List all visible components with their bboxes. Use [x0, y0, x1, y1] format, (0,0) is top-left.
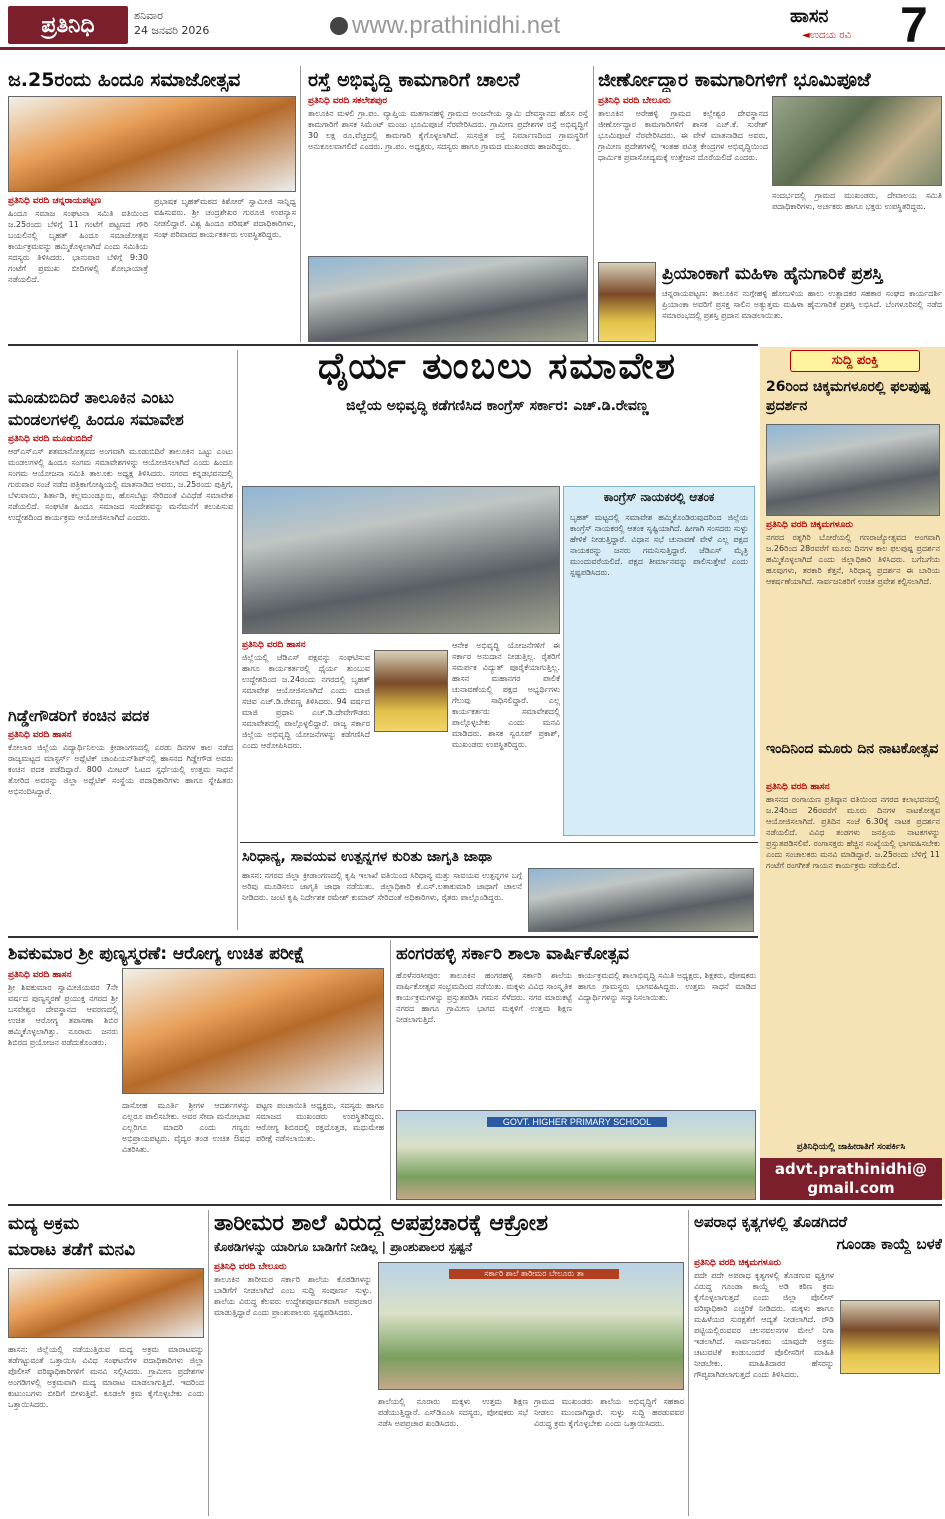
photo-a3	[772, 96, 942, 186]
headline-a8[interactable]: ಸಿರಿಧಾನ್ಯ, ಸಾವಯವ ಉತ್ಪನ್ನಗಳ ಕುರಿತು ಜಾಗೃತಿ ಜಾಥಾ	[242, 849, 493, 865]
body-a12-right: ಗ್ರಾಮದ ಮುಖಂಡರು ಶಾಲೆಯ ಅಭಿವೃದ್ಧಿಗೆ ಸಹಕಾರ ನೀಡಲು ಮುಂದಾಗಿದ್ದಾರೆ. ಸುಳ್ಳು ಸುದ್ದಿ ಹರಡುವವರ ವಿರುದ್ಧ ಕ್ರಮ ಕೈಗೊಳ್ಳಬೇಕು ಎಂದು ಒತ್ತಾಯಿಸಿದರು.	[534, 1397, 684, 1428]
body-s1: ನಗರದ ರತ್ನಗಿರಿ ಬೋರೆಯಲ್ಲಿ ಗಣರಾಜ್ಯೋತ್ಸವದ ಅಂಗವಾಗಿ ಜ.26ರಿಂದ 28ರವರೆಗೆ ಮೂರು ದಿನಗಳ ಕಾಲ ಫಲಪುಷ್ಪ ಪ್ರದರ್ಶನ ಹಮ್ಮಿಕೊಳ್ಳಲಾಗಿದೆ ಎಂದು ಜಿಲ್ಲಾಧಿಕಾರಿ ತಿಳಿಸಿದರು. ಬಗೆಬಗೆಯ ಹೂವುಗಳು, ತರಕಾರಿ ಕೆತ್ತನೆ, ಸಿರಿಧಾನ್ಯ ಪ್ರದರ್ಶನ ಈ ಬಾರಿಯ ಆಕರ್ಷಣೆಯಾಗಿದೆ. ಸಾರ್ವಜನಿಕರಿಗೆ ಉಚಿತ ಪ್ರವೇಶ ಕಲ್ಪಿಸಲಾಗಿದೆ.	[766, 533, 940, 586]
section-rule	[8, 1204, 942, 1206]
photo-a9	[122, 968, 384, 1094]
column-divider	[237, 350, 238, 930]
page-number: 7	[900, 0, 928, 53]
photo-a4	[598, 262, 656, 342]
body-a9-left: ಶ್ರೀ ಶಿವಕುಮಾರ ಸ್ವಾಮೀಜಿಯವರ 7ನೇ ವರ್ಷದ ಪುಣ್ಯಸ್ಮರಣೆ ಪ್ರಯುಕ್ತ ನಗರದ ಶ್ರೀ ಬಸವೇಶ್ವರ ದೇವಸ್ಥಾನದ ಆವರಣದಲ್ಲಿ ಉಚಿತ ಆರೋಗ್ಯ ತಪಾಸಣಾ ಶಿಬಿರ ಹಮ್ಮಿಕೊಳ್ಳಲಾಗಿತ್ತು. ನೂರಾರು ಜನರು ಶಿಬಿರದ ಪ್ರಯೋಜನ ಪಡೆದುಕೊಂಡರು.	[8, 983, 118, 1047]
photo-a10	[396, 1110, 756, 1200]
body-s2: ಹಾಸನದ ರಂಗಾಯಣ ಪ್ರತಿಷ್ಠಾನ ವತಿಯಿಂದ ನಗರದ ಕಲಾಭವನದಲ್ಲಿ ಜ.24ರಿಂದ 26ರವರೆಗೆ ಮೂರು ದಿನಗಳ ನಾಟಕೋತ್ಸವ ಆಯೋಜಿಸಲಾಗಿದೆ. ಪ್ರತಿದಿನ ಸಂಜೆ 6.30ಕ್ಕೆ ನಾಟಕ ಪ್ರದರ್ಶನ ನಡೆಯಲಿದೆ. ವಿವಿಧ ತಂಡಗಳು ಜನಪ್ರಿಯ ನಾಟಕಗಳನ್ನು ಪ್ರಸ್ತುತಪಡಿಸಲಿವೆ. ರಂಗಾಸಕ್ತರು ಹೆಚ್ಚಿನ ಸಂಖ್ಯೆಯಲ್ಲಿ ಭಾಗವಹಿಸಬೇಕು ಎಂದು ಸಂಚಾಲಕರು ಮನವಿ ಮಾಡಿದ್ದಾರೆ. ಜ.25ರಂದು ಬೆಳಿಗ್ಗೆ 11 ಗಂಟೆಗೆ ರಂಗಗೀತೆ ಗಾಯನ ಕಾರ್ಯಕ್ರಮ ನಡೆಯಲಿದೆ.	[766, 795, 940, 870]
headline-a5-line1[interactable]: ಮೂಡುಬಿದಿರೆ ತಾಲೂಕಿನ ಎಂಟು	[8, 388, 175, 407]
sidebox-title[interactable]: ಕಾಂಗ್ರೆಸ್ ನಾಯಕರಲ್ಲಿ ಆತಂಕ	[603, 490, 715, 504]
byline-a7: ಪ್ರತಿನಿಧಿ ವರದಿ ಹಾಸನ	[242, 640, 306, 650]
edition-city: ಹಾಸನ	[790, 6, 829, 27]
issue-day: ಶನಿವಾರ	[134, 9, 163, 22]
issue-date-text: 24 ಜನವರಿ 2026	[134, 24, 210, 37]
body-a9-right: ಪಟ್ಟಣ ಪಂಚಾಯಿತಿ ಅಧ್ಯಕ್ಷರು, ಸದಸ್ಯರು ಹಾಗೂ ಸಮಾಜದ ಮುಖಂಡರು ಉಪಸ್ಥಿತರಿದ್ದರು. ಆರೋಗ್ಯ ಶಿಬಿರದಲ್ಲಿ ರಕ್ತದೊತ್ತಡ, ಮಧುಮೇಹ ಪರೀಕ್ಷೆ ನಡೆಸಲಾಯಿತು.	[256, 1101, 384, 1143]
sidebar-head: ಸುದ್ದಿ ಪಂಕ್ತಿ	[790, 350, 920, 372]
byline-a3: ಪ್ರತಿನಿಧಿ ವರದಿ ಬೇಲೂರು	[598, 96, 671, 106]
body-a5: ಆರ್‌ಎಸ್‌ಎಸ್ ಶತಮಾನೋತ್ಸವದ ಅಂಗವಾಗಿ ಮೂಡುಬಿದಿರೆ ತಾಲೂಕಿನ ಒಟ್ಟು ಎಂಟು ಮಂಡಲಗಳಲ್ಲಿ ಹಿಂದೂ ಸಂಗಮ ಸಮಾವೇಶಗಳನ್ನು ಆಯೋಜಿಸಲಾಗಿದೆ ಎಂದು ಹಿಂದೂ ಸಂಗಮ ಆಯೋಜನಾ ಸಮಿತಿ ತಾಲೂಕು ಅಧ್ಯಕ್ಷ ತಿಳಿಸಿದರು. ನಗರದ ಕನ್ನಡಭವನದಲ್ಲಿ ಗುರುವಾರ ಸಂಜೆ ನಡೆದ ಪತ್ರಿಕಾಗೋಷ್ಠಿಯಲ್ಲಿ ಮಾತನಾಡಿದ ಅವರು, ಜ.25ರಂದು ಪುತ್ತಿಗೆ, ಬೆಳುವಾಯಿ, ಶಿರ್ತಾಡಿ, ಕಲ್ಲಮುಂಡ್ಕೂರು, ಹೊಸಬೆಟ್ಟು ಸೇರಿದಂತೆ ವಿವಿಧೆಡೆ ಸಮಾವೇಶ ನಡೆಯಲಿದೆ. ಸಂಘಟಿತ ಹಿಂದೂ ಸಮಾಜದ ಸಂದೇಶವನ್ನು ಮನೆಮನೆಗೆ ತಲುಪಿಸುವ ಉದ್ದೇಶದಿಂದ ಕಾರ್ಯಕ್ರಮ ಆಯೋಜಿಸಲಾಗಿದೆ ಎಂದರು.	[8, 447, 233, 522]
section-rule	[240, 842, 758, 843]
body-a7-right: ಆನೇಕ ಅಭಿವೃದ್ಧಿ ಯೋಜನೆಗಳಿಗೆ ಈ ಸರ್ಕಾರ ಅನುದಾನ ನೀಡುತ್ತಿಲ್ಲ. ರೈತರಿಗೆ ಸಮರ್ಪಕ ವಿದ್ಯುತ್ ಪೂರೈಕೆಯಾಗುತ್ತಿಲ್ಲ. ಹಾಸನ ಮಹಾನಗರ ಪಾಲಿಕೆ ಚುನಾವಣೆಯಲ್ಲಿ ಪಕ್ಷದ ಅಭ್ಯರ್ಥಿಗಳು ಗೆಲುವು ಸಾಧಿಸಲಿದ್ದಾರೆ. ಎಲ್ಲ ಕಾರ್ಯಕರ್ತರು ಸಮಾವೇಶದಲ್ಲಿ ಪಾಲ್ಗೊಳ್ಳಬೇಕು ಎಂದು ಮನವಿ ಮಾಡಿದರು. ಶಾಸಕ ಸ್ವರೂಪ್ ಪ್ರಕಾಶ್, ಮುಖಂಡರು ಉಪಸ್ಥಿತರಿದ್ದರು.	[452, 641, 560, 749]
newspaper-logo[interactable]: ಪ್ರತಿನಿಧಿ	[8, 6, 128, 44]
headline-a11-line1[interactable]: ಮದ್ಯ ಅಕ್ರಮ	[8, 1214, 80, 1234]
photo-a7	[242, 486, 560, 634]
headline-a10[interactable]: ಹಂಗರಹಳ್ಳಿ ಸರ್ಕಾರಿ ಶಾಲಾ ವಾರ್ಷಿಕೋತ್ಸವ	[396, 944, 630, 964]
body-a3-cont: ಸಂದರ್ಭದಲ್ಲಿ ಗ್ರಾಮದ ಮುಖಂಡರು, ದೇವಾಲಯ ಸಮಿತಿ ಪದಾಧಿಕಾರಿಗಳು, ಅರ್ಚಕರು ಹಾಗೂ ಭಕ್ತರು ಉಪಸ್ಥಿತರಿದ್ದರು.	[772, 191, 942, 211]
site-url[interactable]	[330, 12, 560, 40]
photo-a1	[8, 96, 296, 192]
body-a7-left: ಜಿಲ್ಲೆಯಲ್ಲಿ ಜೆಡಿಎಸ್ ಪಕ್ಷವನ್ನು ಸಂಘಟಿಸುವ ಹಾಗೂ ಕಾರ್ಯಕರ್ತರಲ್ಲಿ ಧೈರ್ಯ ತುಂಬುವ ಉದ್ದೇಶದಿಂದ ಜ.24ರಂದು ನಗರದಲ್ಲಿ ಬೃಹತ್ ಸಮಾವೇಶ ಆಯೋಜಿಸಲಾಗಿದೆ ಎಂದು ಮಾಜಿ ಸಚಿವ ಎಚ್.ಡಿ.ರೇವಣ್ಣ ತಿಳಿಸಿದರು. 94 ವರ್ಷದ ಮಾಜಿ ಪ್ರಧಾನಿ ಎಚ್.ಡಿ.ದೇವೇಗೌಡರು ಸಮಾವೇಶದಲ್ಲಿ ಪಾಲ್ಗೊಳ್ಳಲಿದ್ದಾರೆ. ರಾಜ್ಯ ಸರ್ಕಾರ ಜಿಲ್ಲೆಯ ಅಭಿವೃದ್ಧಿ ಯೋಜನೆಗಳನ್ನು ಕಡೆಗಣಿಸಿದೆ ಎಂದು ಆರೋಪಿಸಿದರು.	[242, 653, 370, 750]
byline-a2: ಪ್ರತಿನಿಧಿ ವರದಿ ಸಕಲೇಶಪುರ	[308, 96, 388, 106]
column-divider	[300, 66, 301, 342]
advt-caption: ಪ್ರತಿನಿಧಿಯಲ್ಲಿ ಜಾಹೀರಾತಿಗೆ ಸಂಪರ್ಕಿಸಿ	[796, 1142, 906, 1152]
globe-icon	[330, 17, 348, 35]
photo-a13	[840, 1300, 940, 1374]
sidebar-s2-title[interactable]: ಇಂದಿನಿಂದ ಮೂರು ದಿನ ನಾಟಕೋತ್ಸವ	[766, 741, 939, 757]
sidebox-body: ಬೃಹತ್ ಮಟ್ಟದಲ್ಲಿ ಸಮಾವೇಶ ಹಮ್ಮಿಕೊಂಡಿರುವುದರಿಂದ ಜಿಲ್ಲೆಯ ಕಾಂಗ್ರೆಸ್ ನಾಯಕರಲ್ಲಿ ಆತಂಕ ಸೃಷ್ಟಿಯಾಗಿದೆ. ಹೀಗಾಗಿ ಸಂಸದರು ಸುಳ್ಳು ಹೇಳಿಕೆ ನೀಡುತ್ತಿದ್ದಾರೆ. ವಿಧಾನ ಸಭೆ ಚುನಾವಣೆ ವೇಳೆ ಎಲ್ಲ ಪಕ್ಷದ ನಾಯಕರನ್ನು ಜನರು ಗಮನಿಸುತ್ತಿದ್ದಾರೆ. ಜೆಡಿಎಸ್ ಮೈತ್ರಿ ಮುಂದುವರೆಯಲಿದೆ. ಪಕ್ಷದ ತೀರ್ಮಾನವನ್ನು ಪಾಲಿಸುತ್ತೇವೆ ಎಂದು ಸ್ಪಷ್ಟಪಡಿಸಿದರು.	[570, 513, 748, 577]
byline-s1: ಪ್ರತಿನಿಧಿ ವರದಿ ಚಿಕ್ಕಮಗಳೂರು	[766, 520, 854, 530]
advt-email-line1: advt.prathinidhi@	[774, 1160, 928, 1178]
body-a1-left: ಹಿಂದೂ ಸಮಾಜ ಸಂಘಟನಾ ಸಮಿತಿ ವತಿಯಿಂದ ಜ.25ರಂದು ಬೆಳಿಗ್ಗೆ 11 ಗಂಟೆಗೆ ಪಟ್ಟಣದ ಗೌರಿ ಬಯಲಿನಲ್ಲಿ ಬೃಹತ್ ಹಿಂದೂ ಸಮಾಜೋತ್ಸವ ಕಾರ್ಯಕ್ರಮವನ್ನು ಹಮ್ಮಿಕೊಳ್ಳಲಾಗಿದೆ ಎಂದು ಸಮಿತಿಯ ಸದಸ್ಯರು ತಿಳಿಸಿದರು. ಭಾನುವಾರ ಬೆಳಿಗ್ಗೆ 9:30 ಗಂಟೆಗೆ ಪ್ರಮುಖ ಬೀದಿಗಳಲ್ಲಿ ಶೋಭಾಯಾತ್ರೆ ನಡೆಯಲಿದೆ.	[8, 209, 148, 284]
headline-a2[interactable]: ರಸ್ತೆ ಅಭಿವೃದ್ಧಿ ಕಾಮಗಾರಿಗೆ ಚಾಲನೆ	[308, 69, 520, 91]
site-url-text: www.prathinidhi.net	[352, 12, 561, 39]
headline-a7[interactable]: ಧೈರ್ಯ ತುಂಬಲು ಸಮಾವೇಶ	[317, 346, 678, 387]
photo-a12	[378, 1262, 684, 1390]
headline-a6[interactable]: ಗಿಡ್ಡೇಗೌಡರಿಗೆ ಕಂಚಿನ ಪದಕ	[8, 706, 150, 725]
headline-a5-line2[interactable]: ಮಂಡಲಗಳಲ್ಲಿ ಹಿಂದೂ ಸಮಾವೇಶ	[8, 410, 184, 429]
sidebar-s1-title[interactable]: 26ರಿಂದ ಚಿಕ್ಕಮಗಳೂರಲ್ಲಿ ಫಲಪುಷ್ಪ ಪ್ರದರ್ಶನ	[766, 379, 931, 414]
body-a12-left: ತಾಲೂಕಿನ ತಾರೀಮರ ಸರ್ಕಾರಿ ಶಾಲೆಯ ಕೊಠಡಿಗಳನ್ನು ಬಾಡಿಗೆಗೆ ನೀಡಲಾಗಿದೆ ಎಂಬ ಸುದ್ದಿ ಸಂಪೂರ್ಣ ಸುಳ್ಳು. ಶಾಲೆಯ ವಿರುದ್ಧ ಕೆಲವರು ಉದ್ದೇಶಪೂರ್ವಕವಾಗಿ ಅಪಪ್ರಚಾರ ಮಾಡುತ್ತಿದ್ದಾರೆ ಎಂದು ಪ್ರಾಂಶುಪಾಲರು ಸ್ಪಷ್ಟಪಡಿಸಿದರು.	[214, 1275, 372, 1317]
body-a2: ತಾಲೂಕಿನ ಮಳಲಿ ಗ್ರಾ.ಪಂ. ವ್ಯಾಪ್ತಿಯ ಮತಗಾನಹಳ್ಳಿ ಗ್ರಾಮದ ಅಂಜನೇಯ ಸ್ವಾಮಿ ದೇವಸ್ಥಾನದ ಹೊಸ ರಸ್ತೆ ಕಾಮಗಾರಿಗೆ ಶಾಸಕ ಸಿಮೆಂಟ್ ಮಂಜು ಭೂಮಿಪೂಜೆ ನೆರವೇರಿಸಿದರು. ಗ್ರಾಮೀಣ ಪ್ರದೇಶಗಳ ರಸ್ತೆ ಅಭಿವೃದ್ಧಿಗೆ 30 ಲಕ್ಷ ರೂ.ವೆಚ್ಚದಲ್ಲಿ ಕಾಮಗಾರಿ ಕೈಗೊಳ್ಳಲಾಗಿದೆ. ಸುಸಜ್ಜಿತ ರಸ್ತೆ ನಿರ್ಮಾಣದಿಂದ ಗ್ರಾಮಸ್ಥರಿಗೆ ಅನುಕೂಲವಾಗಲಿದೆ ಎಂದರು. ಗ್ರಾ.ಪಂ. ಅಧ್ಯಕ್ಷರು, ಸದಸ್ಯರು ಹಾಗೂ ಗ್ರಾಮದ ಮುಖಂಡರು ಹಾಜರಿದ್ದರು.	[308, 109, 588, 151]
photo-s1	[766, 424, 940, 516]
body-a12-mid: ಶಾಲೆಯಲ್ಲಿ ನೂರಾರು ಮಕ್ಕಳು ಉತ್ತಮ ಶಿಕ್ಷಣ ಪಡೆಯುತ್ತಿದ್ದಾರೆ. ಎಸ್‌ಡಿಎಂಸಿ ಸದಸ್ಯರು, ಪೋಷಕರು ಸಭೆ ನಡೆಸಿ ಅಪಪ್ರಚಾರ ಖಂಡಿಸಿದರು.	[378, 1397, 528, 1428]
column-divider	[390, 940, 391, 1200]
byline-a13: ಪ್ರತಿನಿಧಿ ವರದಿ ಚಿಕ್ಕಮಗಳೂರು	[694, 1258, 782, 1268]
edition-sub: ◄ಉದಯ ರವಿ	[802, 30, 852, 41]
photo-a8	[528, 868, 754, 932]
headline-a13-line2[interactable]: ಗೂಂಡಾ ಕಾಯ್ದೆ ಬಳಕೆ	[836, 1235, 942, 1253]
subheadline-a7: ಜಿಲ್ಲೆಯ ಅಭಿವೃದ್ಧಿ ಕಡೆಗಣಿಸಿದ ಕಾಂಗ್ರೆಸ್ ಸರ್ಕಾರ: ಎಚ್.ಡಿ.ರೇವಣ್ಣ	[346, 398, 649, 414]
school-sign: ಸರ್ಕಾರಿ ಶಾಲೆ ತಾರೀಮರ ಬೇಲೂರು ತಾ	[449, 1269, 619, 1279]
column-divider	[688, 1210, 689, 1516]
section-rule	[8, 936, 758, 938]
body-a4: ಚನ್ನರಾಯಪಟ್ಟಣ: ತಾಲೂಕಿನ ನುಗ್ಗೇಹಳ್ಳಿ ಹೋಬಳಿಯ ಹಾಲು ಉತ್ಪಾದಕರ ಸಹಕಾರ ಸಂಘದ ಕಾರ್ಯದರ್ಶಿ ಪ್ರಿಯಾಂಕಾ ಅವರಿಗೆ ಪ್ರಸಕ್ತ ಸಾಲಿನ ಅತ್ಯುತ್ತಮ ಮಹಿಳಾ ಹೈನುಗಾರಿಕೆ ಪ್ರಶಸ್ತಿ ಲಭಿಸಿದೆ. ಬೆಂಗಳೂರಿನಲ್ಲಿ ನಡೆದ ಸಮಾರಂಭದಲ್ಲಿ ಪ್ರಶಸ್ತಿ ಪ್ರದಾನ ಮಾಡಲಾಯಿತು.	[662, 289, 942, 320]
sidebox-a7	[563, 486, 755, 836]
headline-a4[interactable]: ಪ್ರಿಯಾಂಕಾಗೆ ಮಹಿಳಾ ಹೈನುಗಾರಿಕೆ ಪ್ರಶಸ್ತಿ	[662, 264, 883, 284]
byline-a9: ಪ್ರತಿನಿಧಿ ವರದಿ ಹಾಸನ	[8, 970, 72, 980]
advt-contact[interactable]	[760, 1158, 942, 1200]
photo-a11	[8, 1268, 204, 1338]
photo-a2	[308, 256, 588, 342]
column-divider	[593, 66, 594, 342]
headline-a13-line1[interactable]: ಅಪರಾಧ ಕೃತ್ಯಗಳಲ್ಲಿ ತೊಡಗಿದರೆ	[694, 1213, 848, 1231]
advt-email-line2: gmail.com	[807, 1179, 895, 1197]
byline-a1: ಪ್ರತಿನಿಧಿ ವರದಿ ಚನ್ನರಾಯಪಟ್ಟಣ	[8, 196, 101, 206]
byline-a6: ಪ್ರತಿನಿಧಿ ವರದಿ ಹಾಸನ	[8, 730, 72, 740]
headline-a11-line2[interactable]: ಮಾರಾಟ ತಡೆಗೆ ಮನವಿ	[8, 1240, 136, 1260]
subheadline-a12: ಕೊಠಡಿಗಳನ್ನು ಯಾರಿಗೂ ಬಾಡಿಗೆಗೆ ನೀಡಿಲ್ಲ | ಪ್ರಾಂಶುಪಾಲರ ಸ್ಪಷ್ಟನೆ	[214, 1240, 473, 1254]
body-a6: ಕೋಲಾರ ಜಿಲ್ಲೆಯ ವಿದ್ಯಾರ್ಥಿನಿಲಯ ಕ್ರೀಡಾಂಗಣದಲ್ಲಿ ಎರಡು ದಿನಗಳ ಕಾಲ ನಡೆದ ರಾಜ್ಯಮಟ್ಟದ ಮಾಸ್ಟರ್ಸ್ ಅಥ್ಲೆಟಿಕ್ ಚಾಂಪಿಯನ್‌ಶಿಪ್‌ನಲ್ಲಿ ಹಾಸನದ ಗಿಡ್ಡೇಗೌಡ ಅವರು ಕಂಚಿನ ಪದಕ ಪಡೆದಿದ್ದಾರೆ. 800 ಮೀಟರ್ ಓಟದ ಸ್ಪರ್ಧೆಯಲ್ಲಿ ಉತ್ತಮ ಸಾಧನೆ ತೋರಿದ ಅವರನ್ನು ಜಿಲ್ಲಾ ಅಥ್ಲೆಟಿಕ್ ಸಂಸ್ಥೆಯ ಪದಾಧಿಕಾರಿಗಳು ಹಾಗೂ ಸ್ನೇಹಿತರು ಅಭಿನಂದಿಸಿದ್ದಾರೆ.	[8, 743, 233, 796]
byline-a5: ಪ್ರತಿನಿಧಿ ವರದಿ ಮೂಡುಬಿದಿರೆ	[8, 434, 93, 444]
body-a10-right: ಕಾರ್ಯಕ್ರಮದಲ್ಲಿ ಶಾಲಾಭಿವೃದ್ಧಿ ಸಮಿತಿ ಅಧ್ಯಕ್ಷರು, ಶಿಕ್ಷಕರು, ಪೋಷಕರು ಹಾಗೂ ಗ್ರಾಮಸ್ಥರು ಭಾಗವಹಿಸಿದ್ದರು. ಉತ್ತಮ ಸಾಧನೆ ಮಾಡಿದ ವಿದ್ಯಾರ್ಥಿಗಳನ್ನು ಸನ್ಮಾನಿಸಲಾಯಿತು.	[578, 971, 756, 1002]
body-a1-right: ಪ್ರಭಾಷಕ ಬೃಹತ್‌ಮಠದ ಕಿಶೋರ್ ಸ್ವಾಮೀಜಿ ಸಾನ್ನಿಧ್ಯ ವಹಿಸುವರು. ಶ್ರೀ ಚಂದ್ರಶೇಖರ ಗುರೂಜಿ ಉಪನ್ಯಾಸ ನೀಡಲಿದ್ದಾರೆ. ವಿಶ್ವ ಹಿಂದೂ ಪರಿಷತ್ ಪದಾಧಿಕಾರಿಗಳು, ಸಂಘ ಪರಿವಾರದ ಕಾರ್ಯಕರ್ತರು ಉಪಸ್ಥಿತರಿದ್ದರು.	[154, 197, 296, 239]
byline-a12: ಪ್ರತಿನಿಧಿ ವರದಿ ಬೇಲೂರು	[214, 1262, 287, 1272]
body-a11: ಹಾಸನ: ಜಿಲ್ಲೆಯಲ್ಲಿ ನಡೆಯುತ್ತಿರುವ ಮದ್ಯ ಅಕ್ರಮ ಮಾರಾಟವನ್ನು ತಡೆಗಟ್ಟುವಂತೆ ಒತ್ತಾಯಿಸಿ ವಿವಿಧ ಸಂಘಟನೆಗಳ ಪದಾಧಿಕಾರಿಗಳು ಜಿಲ್ಲಾ ಪೊಲೀಸ್ ವರಿಷ್ಠಾಧಿಕಾರಿಗಳಿಗೆ ಮನವಿ ಸಲ್ಲಿಸಿದರು. ಗ್ರಾಮೀಣ ಪ್ರದೇಶಗಳ ಅಂಗಡಿಗಳಲ್ಲಿ ಅಕ್ರಮವಾಗಿ ಮದ್ಯ ಮಾರಾಟ ಮಾಡಲಾಗುತ್ತಿದೆ. ಇದರಿಂದ ಕುಟುಂಬಗಳು ಬೀದಿಗೆ ಬೀಳುತ್ತಿವೆ. ಕೂಡಲೇ ಕ್ರಮ ಕೈಗೊಳ್ಳಬೇಕು ಎಂದು ಒತ್ತಾಯಿಸಿದರು.	[8, 1345, 204, 1409]
photo-revanna	[374, 650, 448, 732]
body-a9-mid: ದಾಸೋಹ ಮೂರ್ತಿ ಶ್ರೀಗಳ ಆದರ್ಶಗಳನ್ನು ಎಲ್ಲರೂ ಪಾಲಿಸಬೇಕು. ಅವರ ಸೇವಾ ಮನೋಭಾವ ಎಲ್ಲರಿಗೂ ಮಾದರಿ ಎಂದು ಗಣ್ಯರು ಅಭಿಪ್ರಾಯಪಟ್ಟರು. ವೈದ್ಯರ ತಂಡ ಉಚಿತ ಔಷಧ ವಿತರಿಸಿತು.	[122, 1101, 250, 1154]
headline-a1[interactable]: ಜ.25ರಂದು ಹಿಂದೂ ಸಮಾಜೋತ್ಸವ	[8, 69, 241, 91]
body-a3: ತಾಲೂಕಿನ ಅರೇಹಳ್ಳಿ ಗ್ರಾಮದ ಕಲ್ಲೇಶ್ವರ ದೇವಸ್ಥಾನದ ಜೀರ್ಣೋದ್ಧಾರ ಕಾಮಗಾರಿಗಳಿಗೆ ಶಾಸಕ ಎಚ್.ಕೆ. ಸುರೇಶ್ ಭೂಮಿಪೂಜೆ ನೆರವೇರಿಸಿದರು. ಈ ವೇಳೆ ಮಾತನಾಡಿದ ಅವರು, ಗ್ರಾಮೀಣ ಪ್ರದೇಶಗಳಲ್ಲಿ ಇಂತಹ ಪವಿತ್ರ ಕೇಂದ್ರಗಳ ಅಭಿವೃದ್ಧಿಯಿಂದ ಧಾರ್ಮಿಕ ಪ್ರವಾಸೋದ್ಯಮಕ್ಕೆ ಉತ್ತೇಜನ ದೊರೆಯಲಿದೆ ಎಂದರು.	[598, 109, 768, 162]
school-sign: GOVT. HIGHER PRIMARY SCHOOL	[487, 1117, 667, 1127]
issue-date	[134, 8, 209, 38]
body-a8: ಹಾಸನ: ನಗರದ ಜಿಲ್ಲಾ ಕ್ರೀಡಾಂಗಣದಲ್ಲಿ ಕೃಷಿ ಇಲಾಖೆ ವತಿಯಿಂದ ಸಿರಿಧಾನ್ಯ ಮತ್ತು ಸಾವಯವ ಉತ್ಪನ್ನಗಳ ಬಗ್ಗೆ ಅರಿವು ಮೂಡಿಸಲು ಜಾಗೃತಿ ಜಾಥಾ ನಡೆಯಿತು. ಜಿಲ್ಲಾಧಿಕಾರಿ ಕೆ.ಎಸ್.ಲತಾಕುಮಾರಿ ಜಾಥಾಗೆ ಚಾಲನೆ ನೀಡಿದರು. ಜಂಟಿ ಕೃಷಿ ನಿರ್ದೇಶಕ ರಮೇಶ್ ಕುಮಾರ್ ಸೇರಿದಂತೆ ಅಧಿಕಾರಿಗಳು, ರೈತರು ಪಾಲ್ಗೊಂಡಿದ್ದರು.	[242, 871, 522, 902]
body-a13: ಪದೇ ಪದೇ ಅಪರಾಧ ಕೃತ್ಯಗಳಲ್ಲಿ ತೊಡಗುವ ವ್ಯಕ್ತಿಗಳ ವಿರುದ್ಧ ಗೂಂಡಾ ಕಾಯ್ದೆ ಅಡಿ ಕಠಿಣ ಕ್ರಮ ಕೈಗೊಳ್ಳಲಾಗುತ್ತದೆ ಎಂದು ಜಿಲ್ಲಾ ಪೊಲೀಸ್ ವರಿಷ್ಠಾಧಿಕಾರಿ ಎಚ್ಚರಿಕೆ ನೀಡಿದರು. ಮಕ್ಕಳು ಹಾಗೂ ಮಹಿಳೆಯರ ಸುರಕ್ಷತೆಗೆ ಆದ್ಯತೆ ನೀಡಲಾಗಿದೆ. ರೌಡಿ ಪಟ್ಟಿಯಲ್ಲಿರುವವರ ಚಲನವಲನಗಳ ಮೇಲೆ ನಿಗಾ ಇಡಲಾಗಿದೆ. ಸಾರ್ವಜನಿಕರು ಯಾವುದೇ ಅಕ್ರಮ ಚಟುವಟಿಕೆ ಕಂಡುಬಂದರೆ ಪೊಲೀಸರಿಗೆ ಮಾಹಿತಿ ನೀಡಬೇಕು. ಮಾಹಿತಿದಾರರ ಹೆಸರನ್ನು ಗೌಪ್ಯವಾಗಿಡಲಾಗುತ್ತದೆ ಎಂದು ತಿಳಿಸಿದರು.	[694, 1271, 834, 1379]
headline-a3[interactable]: ಜೀರ್ಣೋದ್ಧಾರ ಕಾಮಗಾರಿಗಳಿಗೆ ಭೂಮಿಪೂಜೆ	[598, 69, 871, 91]
headline-a12[interactable]: ತಾರೀಮರ ಶಾಲೆ ವಿರುದ್ಧ ಅಪಪ್ರಚಾರಕ್ಕೆ ಆಕ್ರೋಶ	[214, 1212, 549, 1236]
byline-s2: ಪ್ರತಿನಿಧಿ ವರದಿ ಹಾಸನ	[766, 782, 830, 792]
headline-a9[interactable]: ಶಿವಕುಮಾರ ಶ್ರೀ ಪುಣ್ಯಸ್ಮರಣೆ: ಆರೋಗ್ಯ ಉಚಿತ ಪರೀಕ್ಷೆ	[8, 944, 305, 964]
body-a10-left: ಹೊಳೆನರಸೀಪುರ: ತಾಲೂಕಿನ ಹಂಗರಹಳ್ಳಿ ಸರ್ಕಾರಿ ಶಾಲೆಯ ವಾರ್ಷಿಕೋತ್ಸವ ಸಂಭ್ರಮದಿಂದ ನಡೆಯಿತು. ಮಕ್ಕಳು ವಿವಿಧ ಸಾಂಸ್ಕೃತಿಕ ಕಾರ್ಯಕ್ರಮಗಳನ್ನು ಪ್ರಸ್ತುತಪಡಿಸಿ ಗಮನ ಸೆಳೆದರು. ನಗರ ಮಾರುಕಟ್ಟೆ ನಗರದ ಹಾಗೂ ಗ್ರಾಮೀಣ ಭಾಗದ ಮಕ್ಕಳಿಗೆ ಉತ್ತಮ ಶಿಕ್ಷಣ ನೀಡಲಾಗುತ್ತಿದೆ.	[396, 971, 572, 1024]
column-divider	[208, 1210, 209, 1516]
